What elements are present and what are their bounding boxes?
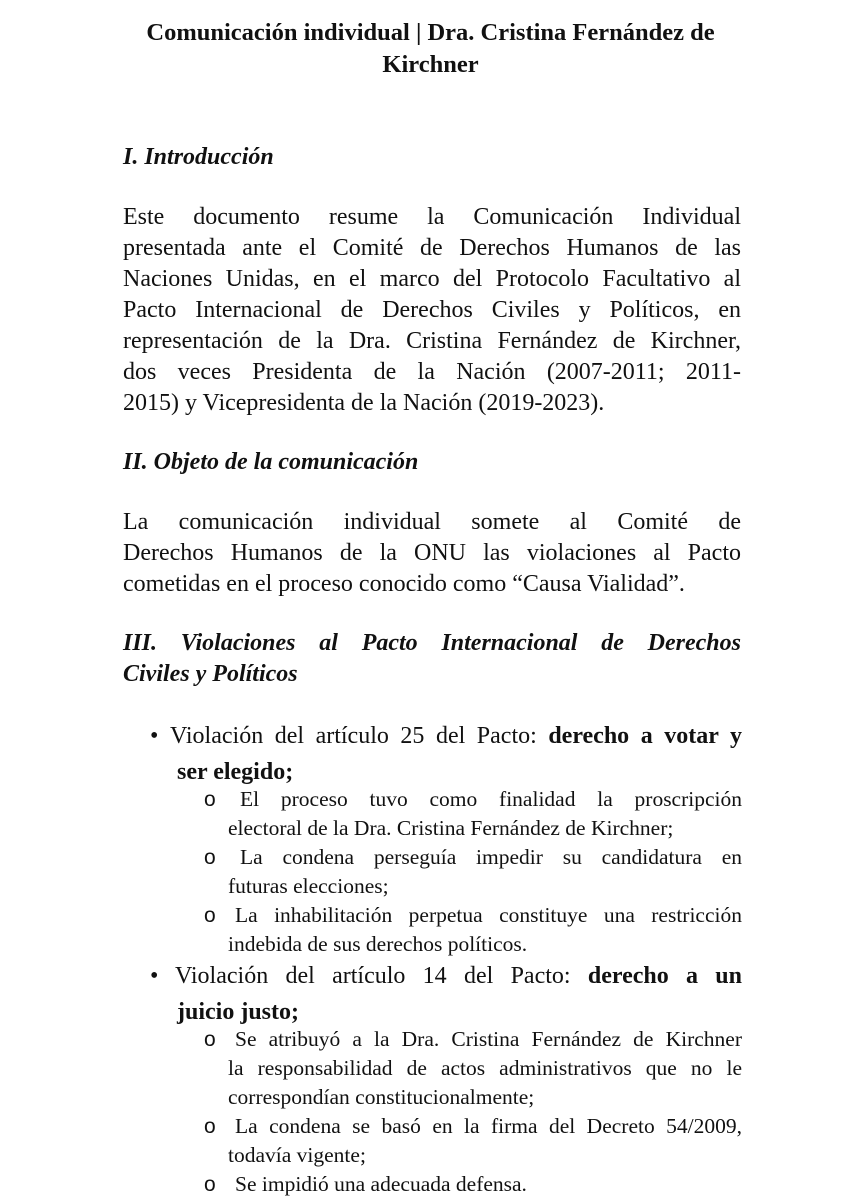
sub-bullet-icon: o [204, 1028, 216, 1051]
sub-item-line: indebida de sus derechos políticos. [228, 932, 528, 956]
sub-bullet-icon: o [204, 846, 216, 869]
sub-item-line: correspondían constitucionalmente; [228, 1085, 535, 1109]
sub-item-line: todavía vigente; [228, 1143, 366, 1167]
sub-item-line: Se atribuyó a la Dra. Cristina Fernández de Kirchner [235, 1027, 742, 1051]
paragraph-line: 2015) y Vicepresidenta de la Nación (2019-2023). [123, 390, 605, 416]
paragraph-line: Naciones Unidas, en el marco del Protocolo Facultativo al [123, 266, 741, 292]
sub-bullet-icon: o [204, 788, 216, 811]
bullet-2-line-2: juicio justo; [177, 999, 299, 1025]
heading-line: Civiles y Políticos [123, 661, 298, 687]
sub-item-line: La inhabilitación perpetua constituye una restricción [235, 903, 742, 927]
section-2-heading: II. Objeto de la comunicación [123, 449, 419, 475]
paragraph-line: Este documento resume la Comunicación Individual [123, 204, 741, 230]
section-3-heading [123, 628, 741, 690]
sub-bullet-icon: o [204, 1173, 216, 1196]
bullet-1-bold: derecho a votar y [548, 723, 742, 749]
bullet-icon: • [150, 963, 159, 989]
heading-line: III. Violaciones al Pacto Internacional de Derechos [123, 630, 741, 656]
bullet-2-line-1: Violación del artículo 14 del Pacto: derecho a un [175, 963, 742, 989]
sub-bullet-icon: o [204, 904, 216, 927]
title-line-2: Kirchner [382, 51, 479, 78]
paragraph-line: dos veces Presidenta de la Nación (2007-2011; 2011- [123, 359, 741, 385]
sub-bullet-icon: o [204, 1115, 216, 1138]
paragraph-line: presentada ante el Comité de Derechos Humanos de las [123, 235, 741, 261]
section-2-paragraph [123, 507, 741, 600]
sub-item-line: El proceso tuvo como finalidad la proscripción [240, 787, 742, 811]
bullet-1-line-1: Violación del artículo 25 del Pacto: derecho a votar y [170, 723, 742, 749]
section-1-heading: I. Introducción [123, 144, 274, 170]
bullet-1-line-2: ser elegido; [177, 759, 294, 785]
sub-item-line: La condena se basó en la firma del Decreto 54/2009, [235, 1114, 742, 1138]
bullet-icon: • [150, 723, 159, 749]
bullet-2-bold: derecho a un [587, 963, 742, 989]
title-line-1: Comunicación individual | Dra. Cristina Fernández de [146, 19, 715, 46]
sub-item-line: La condena perseguía impedir su candidatura en [240, 845, 742, 869]
sub-item-line: futuras elecciones; [228, 874, 389, 898]
sub-item-line: Se impidió una adecuada defensa. [235, 1172, 527, 1196]
paragraph-line: Pacto Internacional de Derechos Civiles y Políticos, en [123, 297, 741, 323]
paragraph-line: cometidas en el proceso conocido como “Causa Vialidad”. [123, 571, 685, 597]
sub-item-line: electoral de la Dra. Cristina Fernández de Kirchner; [228, 816, 674, 840]
paragraph-line: La comunicación individual somete al Comité de [123, 509, 741, 535]
paragraph-line: Derechos Humanos de la ONU las violaciones al Pacto [123, 540, 741, 566]
document-title [70, 17, 791, 81]
paragraph-line: representación de la Dra. Cristina Fernández de Kirchner, [123, 328, 741, 354]
sub-item-line: la responsabilidad de actos administrativos que no le [228, 1056, 742, 1080]
section-1-paragraph [123, 202, 741, 419]
